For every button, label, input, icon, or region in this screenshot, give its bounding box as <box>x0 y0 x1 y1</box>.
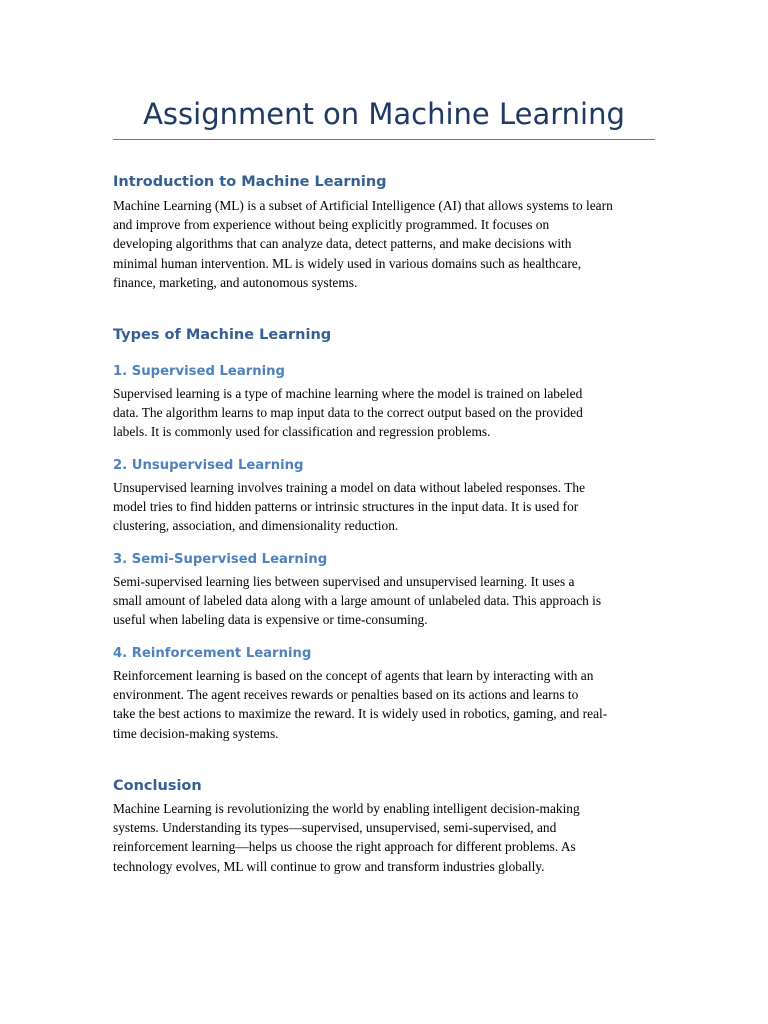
paragraph-introduction <box>113 196 655 292</box>
paragraph-semi-supervised <box>113 572 655 630</box>
text-line: environment. The agent receives rewards or penalties based on its actions and learns to <box>113 687 579 703</box>
text-line: clustering, association, and dimensionality reduction. <box>113 518 399 534</box>
heading-types: Types of Machine Learning <box>113 327 332 343</box>
heading-semi-supervised: 3. Semi-Supervised Learning <box>113 552 328 567</box>
heading-introduction: Introduction to Machine Learning <box>113 174 387 190</box>
text-line: systems. Understanding its types—supervised, unsupervised, semi-supervised, and <box>113 820 557 836</box>
text-line: technology evolves, ML will continue to grow and transform industries globally. <box>113 858 545 874</box>
document-title: Assignment on Machine Learning <box>143 97 625 131</box>
text-line: take the best actions to maximize the reward. It is widely used in robotics, gaming, and real- <box>113 706 608 722</box>
text-line: Machine Learning (ML) is a subset of Artificial Intelligence (AI) that allows systems to learn <box>113 198 613 213</box>
text-line: labels. It is commonly used for classification and regression problems. <box>113 424 491 440</box>
text-line: Unsupervised learning involves training a model on data without labeled responses. The <box>113 480 586 495</box>
text-line: Machine Learning is revolutionizing the world by enabling intelligent decision-making <box>113 801 580 816</box>
text-line: developing algorithms that can analyze data, detect patterns, and make decisions with <box>113 236 572 252</box>
title-underline <box>113 139 655 140</box>
text-line: minimal human intervention. ML is widely used in various domains such as healthcare, <box>113 255 582 271</box>
heading-reinforcement: 4. Reinforcement Learning <box>113 646 312 661</box>
text-line: Supervised learning is a type of machine learning where the model is trained on labeled <box>113 386 583 401</box>
text-line: finance, marketing, and autonomous systems. <box>113 274 358 290</box>
text-line: small amount of labeled data along with a large amount of unlabeled data. This approach is <box>113 593 602 609</box>
text-line: data. The algorithm learns to map input data to the correct output based on the provided <box>113 405 583 421</box>
paragraph-supervised <box>113 384 655 442</box>
text-line: reinforcement learning—helps us choose the right approach for different problems. As <box>113 839 576 855</box>
text-line: and improve from experience without being explicitly programmed. It focuses on <box>113 217 550 233</box>
heading-supervised: 1. Supervised Learning <box>113 364 285 379</box>
text-line: Reinforcement learning is based on the concept of agents that learn by interacting with an <box>113 668 594 683</box>
text-line: Semi-supervised learning lies between supervised and unsupervised learning. It uses a <box>113 574 575 589</box>
paragraph-conclusion <box>113 799 655 876</box>
paragraph-unsupervised <box>113 478 655 536</box>
heading-unsupervised: 2. Unsupervised Learning <box>113 458 304 473</box>
text-line: model tries to find hidden patterns or intrinsic structures in the input data. It is used for <box>113 499 579 515</box>
heading-conclusion: Conclusion <box>113 778 202 794</box>
text-line: useful when labeling data is expensive or time-consuming. <box>113 612 428 628</box>
paragraph-reinforcement <box>113 666 655 743</box>
text-line: time decision-making systems. <box>113 725 279 741</box>
